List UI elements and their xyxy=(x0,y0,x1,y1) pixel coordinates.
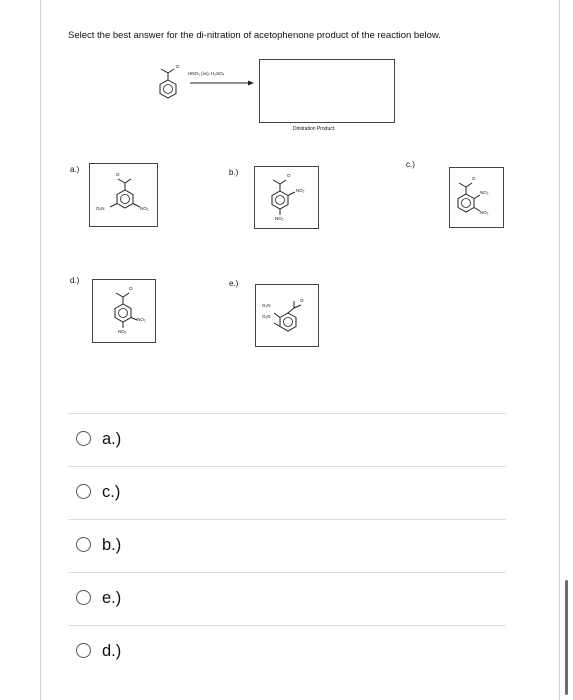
structure-c-group-2: NO₂ xyxy=(480,210,489,215)
structure-a-label: a.) xyxy=(70,165,80,174)
structure-a-box xyxy=(89,163,158,227)
starting-material-o-label: O xyxy=(176,64,180,69)
structure-c-label: c.) xyxy=(406,160,415,169)
structure-d-group-2: NO₂ xyxy=(118,329,127,334)
structure-c-group-1: NO₂ xyxy=(480,190,489,195)
structure-b-group-2: NO₂ xyxy=(275,216,284,221)
reaction-reagents: HNO₃ (xs), H₂SO₄ xyxy=(188,71,225,76)
structure-e-group-1: O₂N xyxy=(262,303,271,308)
option-c-label: c.) xyxy=(102,483,121,501)
structure-a-group-2: NO₂ xyxy=(140,206,149,211)
option-e-label: e.) xyxy=(102,589,122,607)
option-d-label: d.) xyxy=(102,642,122,660)
radio-option-c[interactable] xyxy=(76,484,91,499)
dinitration-product-caption: Dinitration Product xyxy=(293,126,335,132)
structure-e-o-label: O xyxy=(300,298,304,303)
radio-option-e[interactable] xyxy=(76,590,91,605)
option-a[interactable] xyxy=(68,414,506,464)
structure-e-label: e.) xyxy=(229,279,239,288)
structure-b-box xyxy=(254,166,319,229)
structure-c-box xyxy=(449,167,504,228)
structure-e-box xyxy=(255,284,319,347)
reaction-arrow xyxy=(190,80,256,86)
structure-b-label: b.) xyxy=(229,168,239,177)
structure-a-drawing xyxy=(90,164,157,226)
option-b[interactable] xyxy=(68,520,506,570)
dinitration-product-box xyxy=(259,59,395,123)
radio-option-b[interactable] xyxy=(76,537,91,552)
structure-d-label: d.) xyxy=(70,276,80,285)
radio-option-d[interactable] xyxy=(76,643,91,658)
option-e[interactable] xyxy=(68,573,506,623)
structure-e-group-2: O₂N xyxy=(262,314,271,319)
structure-a-group-1: O₂N xyxy=(96,206,105,211)
structure-b-o-label: O xyxy=(287,173,291,178)
structure-c-drawing xyxy=(450,168,503,227)
structure-b-group-1: NO₂ xyxy=(296,188,305,193)
question-text: Select the best answer for the di-nitration of acetophenone product of the reaction below. xyxy=(68,30,441,41)
structure-d-group-1: NO₂ xyxy=(137,317,146,322)
option-c[interactable] xyxy=(68,467,506,517)
structure-d-o-label: O xyxy=(129,286,133,291)
scrollbar[interactable] xyxy=(565,580,568,695)
structure-a-o-label: O xyxy=(116,172,120,177)
structure-d-box xyxy=(92,279,156,343)
structure-c-o-label: O xyxy=(472,176,476,181)
option-b-label: b.) xyxy=(102,536,122,554)
option-a-label: a.) xyxy=(102,430,122,448)
starting-material-structure xyxy=(148,62,188,104)
radio-option-a[interactable] xyxy=(76,431,91,446)
option-d[interactable] xyxy=(68,626,506,676)
